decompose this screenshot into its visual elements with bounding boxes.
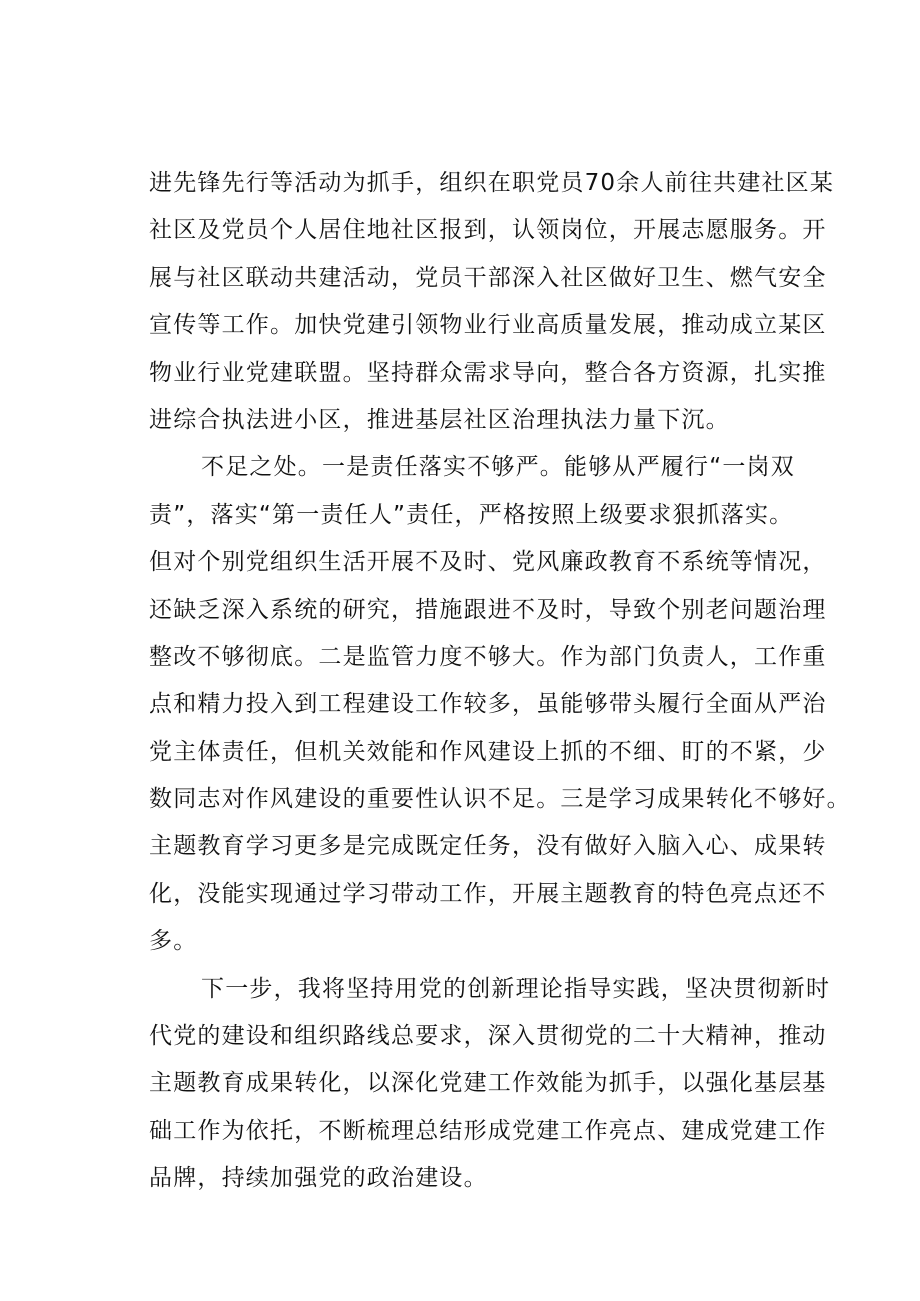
text-line: 还缺乏深入系统的研究，措施跟进不及时，导致个别老问题治理 [149, 596, 827, 623]
paragraph-next-steps [149, 966, 831, 1203]
text-line: 代党的建设和组织路线总要求，深入贯彻党的二十大精神，推动 [149, 1023, 827, 1050]
text-line: 不足之处。一是责任落实不够严。能够从严履行“一岗双 [201, 454, 795, 481]
text-line: 物业行业党建联盟。坚持群众需求导向，整合各方资源，扎实推 [149, 359, 827, 386]
text-line: 品牌，持续加强党的政治建设。 [149, 1165, 488, 1192]
text-line: 主题教育成果转化，以深化党建工作效能为抓手，以强化基层基 [149, 1070, 827, 1097]
text-line: 化，没能实现通过学习带动工作，开展主题教育的特色亮点还不 [149, 880, 827, 907]
text-line: 点和精力投入到工程建设工作较多，虽能够带头履行全面从严治 [149, 691, 827, 718]
text-line: 多。 [149, 928, 198, 955]
paragraph-shortcomings [149, 444, 851, 965]
text-line: 数同志对作风建设的重要性认识不足。三是学习成果转化不够好。 [149, 786, 851, 813]
paragraph-community-work [149, 160, 835, 444]
text-line: 下一步，我将坚持用党的创新理论指导实践，坚决贯彻新时 [201, 975, 831, 1002]
text-line: 社区及党员个人居住地社区报到，认领岗位，开展志愿服务。开 [149, 217, 827, 244]
text-line: 整改不够彻底。二是监管力度不够大。作为部门负责人，工作重 [149, 643, 827, 670]
text-line: 党主体责任，但机关效能和作风建设上抓的不细、盯的不紧，少 [149, 738, 827, 765]
text-line: 础工作为依托，不断梳理总结形成党建工作亮点、建成党建工作 [149, 1117, 827, 1144]
text-line: 宣传等工作。加快党建引领物业行业高质量发展，推动成立某区 [149, 312, 827, 339]
text-line: 但对个别党组织生活开展不及时、党风廉政教育不系统等情况， [149, 549, 827, 576]
text-line: 展与社区联动共建活动，党员干部深入社区做好卫生、燃气安全 [149, 264, 827, 291]
text-line: 主题教育学习更多是完成既定任务，没有做好入脑入心、成果转 [149, 833, 827, 860]
document-body [149, 160, 851, 1203]
text-line: 进先锋先行等活动为抓手，组织在职党员70余人前往共建社区某 [149, 170, 835, 196]
text-line: 责”，落实“第一责任人”责任，严格按照上级要求狠抓落实。 [149, 501, 794, 528]
text-line: 进综合执法进小区，推进基层社区治理执法力量下沉。 [149, 406, 730, 433]
